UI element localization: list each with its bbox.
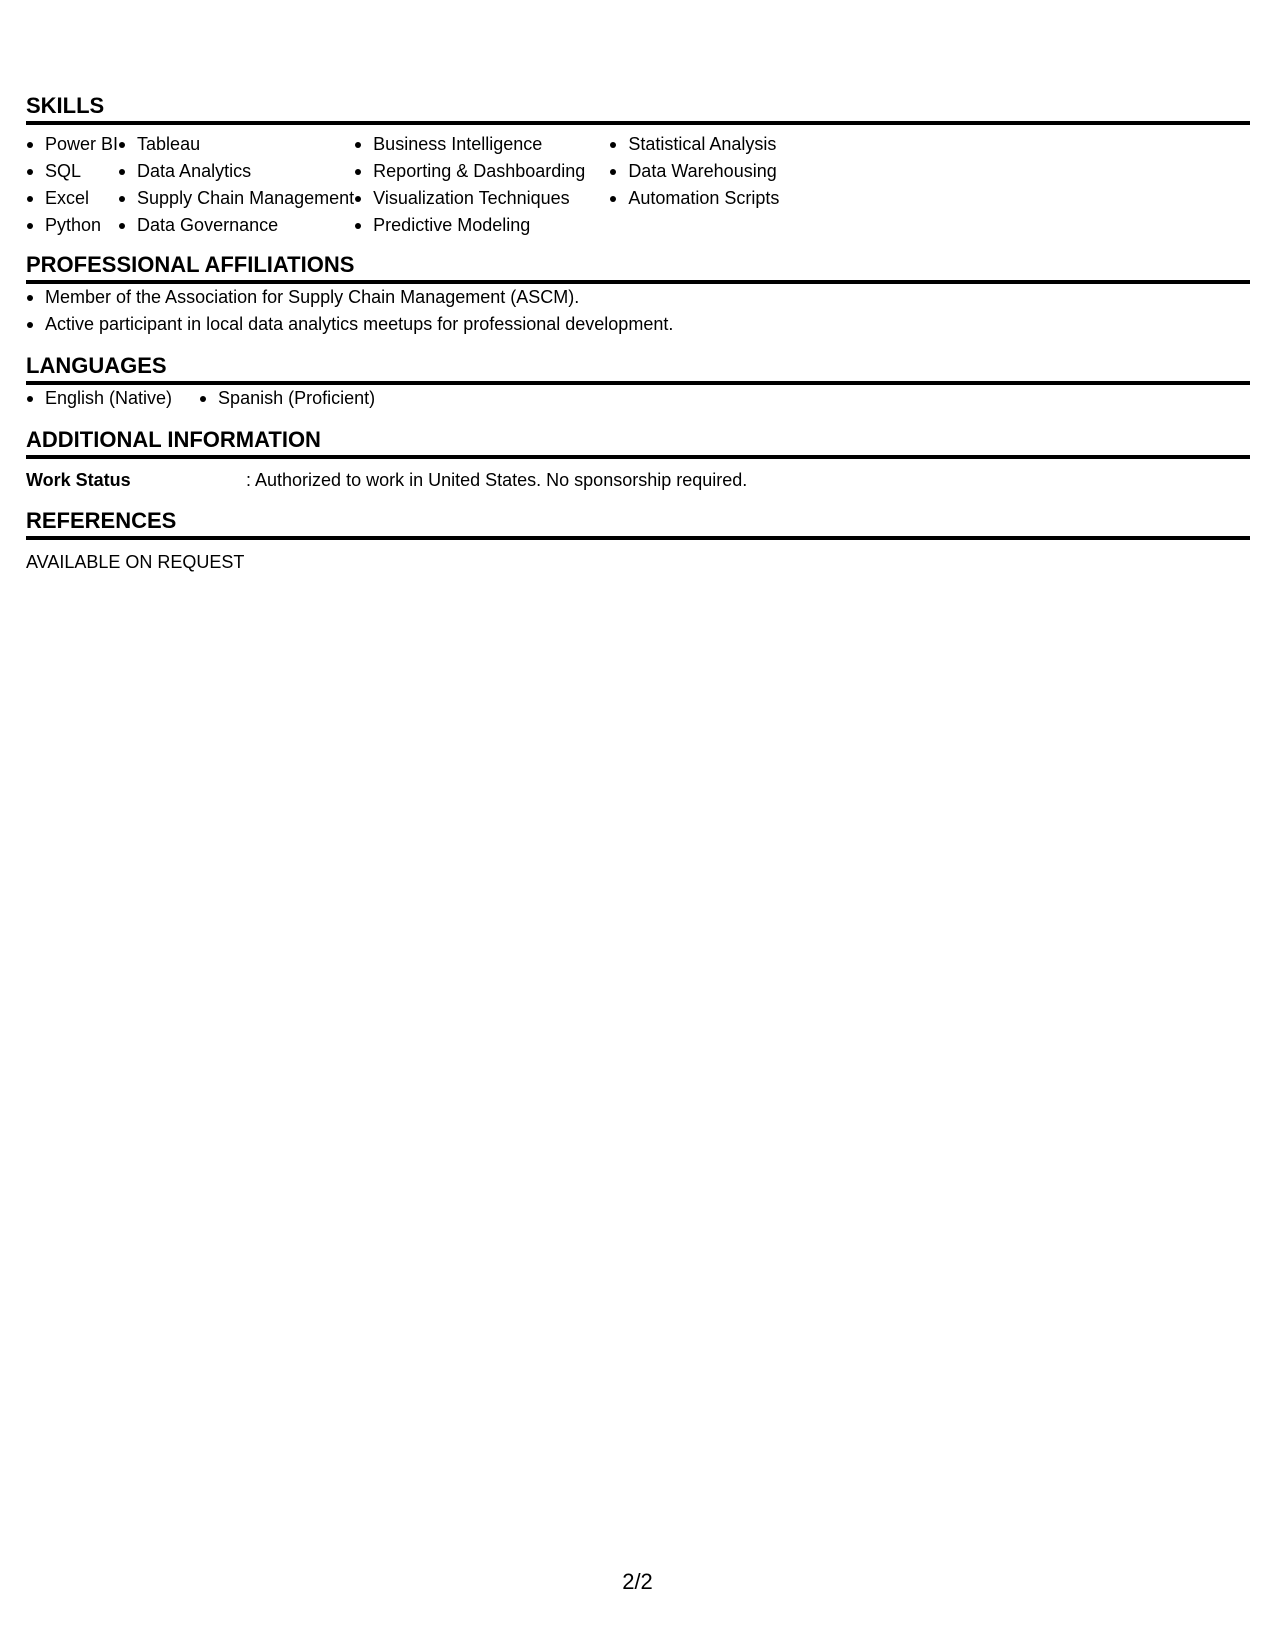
skill-item: Reporting & Dashboarding [354, 158, 585, 185]
references-heading: REFERENCES [26, 507, 1250, 540]
skill-item: Visualization Techniques [354, 185, 585, 212]
skill-item: Excel [26, 185, 118, 212]
skill-item: Power BI [26, 131, 118, 158]
affiliations-section [26, 251, 1250, 338]
references-section [26, 507, 1250, 576]
skill-item: Business Intelligence [354, 131, 585, 158]
additional-info-heading: ADDITIONAL INFORMATION [26, 426, 1250, 459]
languages-section [26, 352, 1250, 412]
language-item: English (Native) [26, 385, 172, 412]
skill-item: Predictive Modeling [354, 212, 585, 239]
skill-item: Statistical Analysis [609, 131, 779, 158]
skills-column-2 [118, 131, 354, 239]
references-text: AVAILABLE ON REQUEST [26, 552, 245, 572]
affiliations-list [26, 284, 1250, 338]
affiliation-item: Active participant in local data analytics meetups for professional development. [26, 311, 1250, 338]
additional-info-section [26, 426, 1250, 494]
language-item: Spanish (Proficient) [199, 385, 375, 412]
work-status-row [26, 459, 1250, 494]
skill-item: Data Governance [118, 212, 354, 239]
affiliation-item: Member of the Association for Supply Chain Management (ASCM). [26, 284, 1250, 311]
skills-column-3 [354, 131, 585, 239]
skills-column-1 [26, 131, 118, 239]
work-status-value: : Authorized to work in United States. No sponsorship required. [246, 470, 748, 490]
languages-heading: LANGUAGES [26, 352, 1250, 385]
languages-list [26, 385, 1250, 412]
skills-column-4 [609, 131, 779, 239]
skills-section [26, 92, 1250, 239]
page-number: 2/2 [622, 1569, 653, 1594]
skill-item: Python [26, 212, 118, 239]
skill-item: Automation Scripts [609, 185, 779, 212]
skill-item: SQL [26, 158, 118, 185]
skill-item: Supply Chain Management [118, 185, 354, 212]
work-status-label: Work Status [26, 470, 131, 490]
resume-page [26, 92, 1250, 576]
skill-item: Tableau [118, 131, 354, 158]
affiliations-heading: PROFESSIONAL AFFILIATIONS [26, 251, 1250, 284]
skills-heading: SKILLS [26, 92, 1250, 125]
skill-item: Data Warehousing [609, 158, 779, 185]
skills-grid [26, 125, 1250, 239]
skill-item: Data Analytics [118, 158, 354, 185]
